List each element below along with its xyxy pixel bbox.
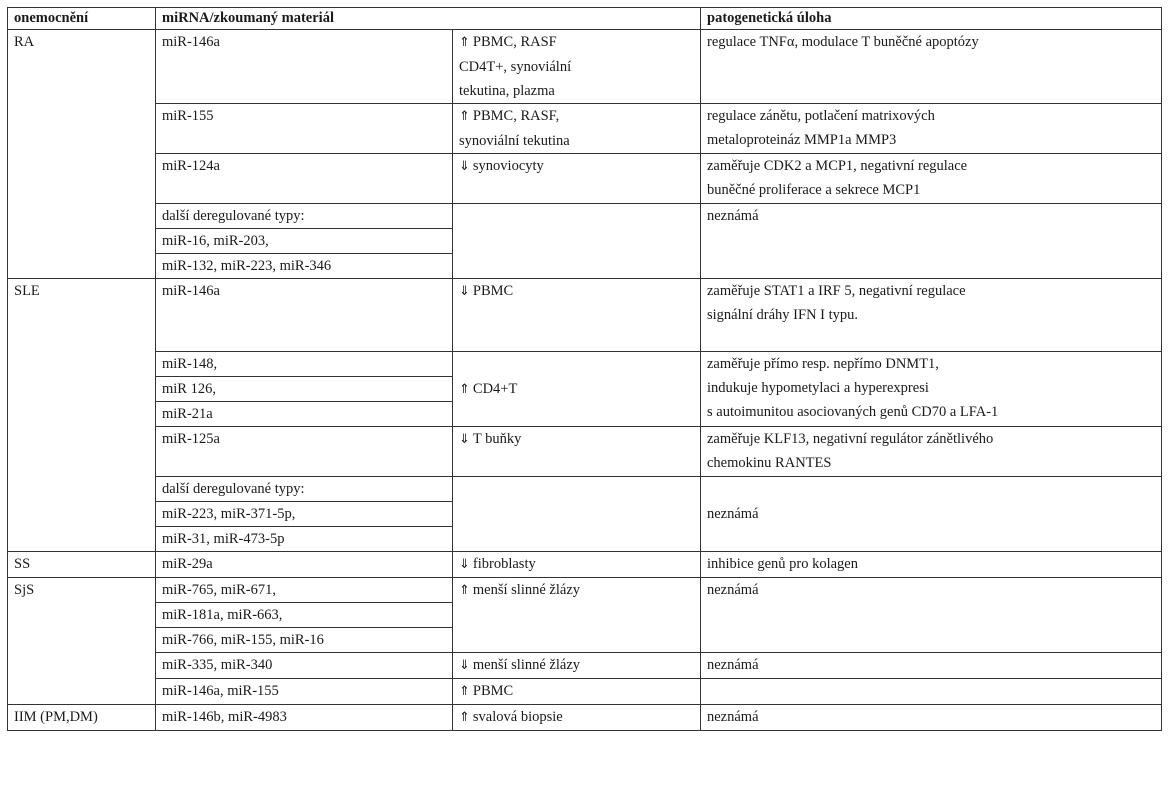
mirna-cell: miR-146a, miR-155 bbox=[156, 679, 453, 705]
disease-sjs: SjS bbox=[8, 578, 156, 705]
mirna-cell: další deregulované typy: miR-223, miR-371-5p, miR-31, miR-473-5p bbox=[156, 477, 453, 552]
down-arrow-icon: ⇓ bbox=[459, 658, 470, 673]
table-row bbox=[8, 679, 1162, 705]
role-cell: regulace zánětu, potlačení matrixových metaloproteináz MMP1a MMP3 bbox=[701, 104, 1162, 154]
material-cell: ⇓ menší slinné žlázy bbox=[453, 653, 701, 679]
up-arrow-icon: ⇑ bbox=[459, 35, 470, 50]
table-row bbox=[8, 552, 1162, 578]
material-cell bbox=[453, 477, 701, 552]
role-cell: neznámá bbox=[701, 578, 1162, 653]
table-row bbox=[8, 653, 1162, 679]
mirna-cell: další deregulované typy: miR-16, miR-203, miR-132, miR-223, miR-346 bbox=[156, 204, 453, 279]
up-arrow-icon: ⇑ bbox=[459, 710, 470, 725]
table-row bbox=[8, 477, 1162, 552]
material-cell: ⇑ PBMC bbox=[453, 679, 701, 705]
role-cell: zaměřuje přímo resp. nepřímo DNMT1, indukuje hypometylaci a hyperexpresi s autoimunitou asociovaných genů CD70 a LFA-1 bbox=[701, 352, 1162, 427]
table-row bbox=[8, 104, 1162, 154]
role-cell: zaměřuje STAT1 a IRF 5, negativní regulace signální dráhy IFN I typu. bbox=[701, 279, 1162, 352]
role-cell: inhibice genů pro kolagen bbox=[701, 552, 1162, 578]
role-cell: neznámá bbox=[701, 204, 1162, 279]
mirna-cell: miR-125a bbox=[156, 427, 453, 477]
mirna-cell: miR-124a bbox=[156, 154, 453, 204]
down-arrow-icon: ⇓ bbox=[459, 159, 470, 174]
role-cell: zaměřuje CDK2 a MCP1, negativní regulace buněčné proliferace a sekrece MCP1 bbox=[701, 154, 1162, 204]
table-row bbox=[8, 705, 1162, 731]
material-cell bbox=[453, 204, 701, 279]
material-cell: ⇑ svalová biopsie bbox=[453, 705, 701, 731]
up-arrow-icon: ⇑ bbox=[459, 583, 470, 598]
material-cell: ⇑ CD4+T bbox=[453, 352, 701, 427]
header-role: patogenetická úloha bbox=[701, 8, 1162, 30]
up-arrow-icon: ⇑ bbox=[459, 381, 470, 397]
role-cell: neznámá bbox=[701, 705, 1162, 731]
mirna-cell: miR-146b, miR-4983 bbox=[156, 705, 453, 731]
down-arrow-icon: ⇓ bbox=[459, 432, 470, 447]
table-row bbox=[8, 154, 1162, 204]
mirna-cell: miR-29a bbox=[156, 552, 453, 578]
mirna-cell: miR-765, miR-671, miR-181a, miR-663, miR-766, miR-155, miR-16 bbox=[156, 578, 453, 653]
mirna-table bbox=[7, 7, 1162, 731]
mirna-cell: miR-146a bbox=[156, 30, 453, 104]
table-row bbox=[8, 352, 1162, 427]
role-cell: neznámá bbox=[701, 477, 1162, 552]
material-cell: ⇑ PBMC, RASF, synoviální tekutina bbox=[453, 104, 701, 154]
disease-iim: IIM (PM,DM) bbox=[8, 705, 156, 731]
table-row bbox=[8, 578, 1162, 653]
table-row bbox=[8, 204, 1162, 279]
table-row bbox=[8, 279, 1162, 352]
header-row bbox=[8, 8, 1162, 30]
up-arrow-icon: ⇑ bbox=[459, 684, 470, 699]
up-arrow-icon: ⇑ bbox=[459, 109, 470, 124]
role-cell: neznámá bbox=[701, 653, 1162, 679]
table-row bbox=[8, 30, 1162, 104]
down-arrow-icon: ⇓ bbox=[459, 557, 470, 572]
mirna-cell: miR-148, miR 126, miR-21a bbox=[156, 352, 453, 427]
mirna-cell: miR-146a bbox=[156, 279, 453, 352]
material-cell: ⇑ PBMC, RASF CD4T+, synoviální tekutina, plazma bbox=[453, 30, 701, 104]
material-cell: ⇓ T buňky bbox=[453, 427, 701, 477]
role-cell bbox=[701, 679, 1162, 705]
header-mirna: miRNA/zkoumaný materiál bbox=[156, 8, 701, 30]
role-cell: regulace TNFα, modulace T buněčné apoptózy bbox=[701, 30, 1162, 104]
down-arrow-icon: ⇓ bbox=[459, 284, 470, 299]
table-row bbox=[8, 427, 1162, 477]
disease-ra: RA bbox=[8, 30, 156, 279]
disease-ss: SS bbox=[8, 552, 156, 578]
header-disease: onemocnění bbox=[8, 8, 156, 30]
role-cell: zaměřuje KLF13, negativní regulátor zánětlivého chemokinu RANTES bbox=[701, 427, 1162, 477]
material-cell: ⇓ synoviocyty bbox=[453, 154, 701, 204]
material-cell: ⇓ fibroblasty bbox=[453, 552, 701, 578]
disease-sle: SLE bbox=[8, 279, 156, 552]
mirna-cell: miR-155 bbox=[156, 104, 453, 154]
material-cell: ⇓ PBMC bbox=[453, 279, 701, 352]
material-cell: ⇑ menší slinné žlázy bbox=[453, 578, 701, 653]
mirna-cell: miR-335, miR-340 bbox=[156, 653, 453, 679]
